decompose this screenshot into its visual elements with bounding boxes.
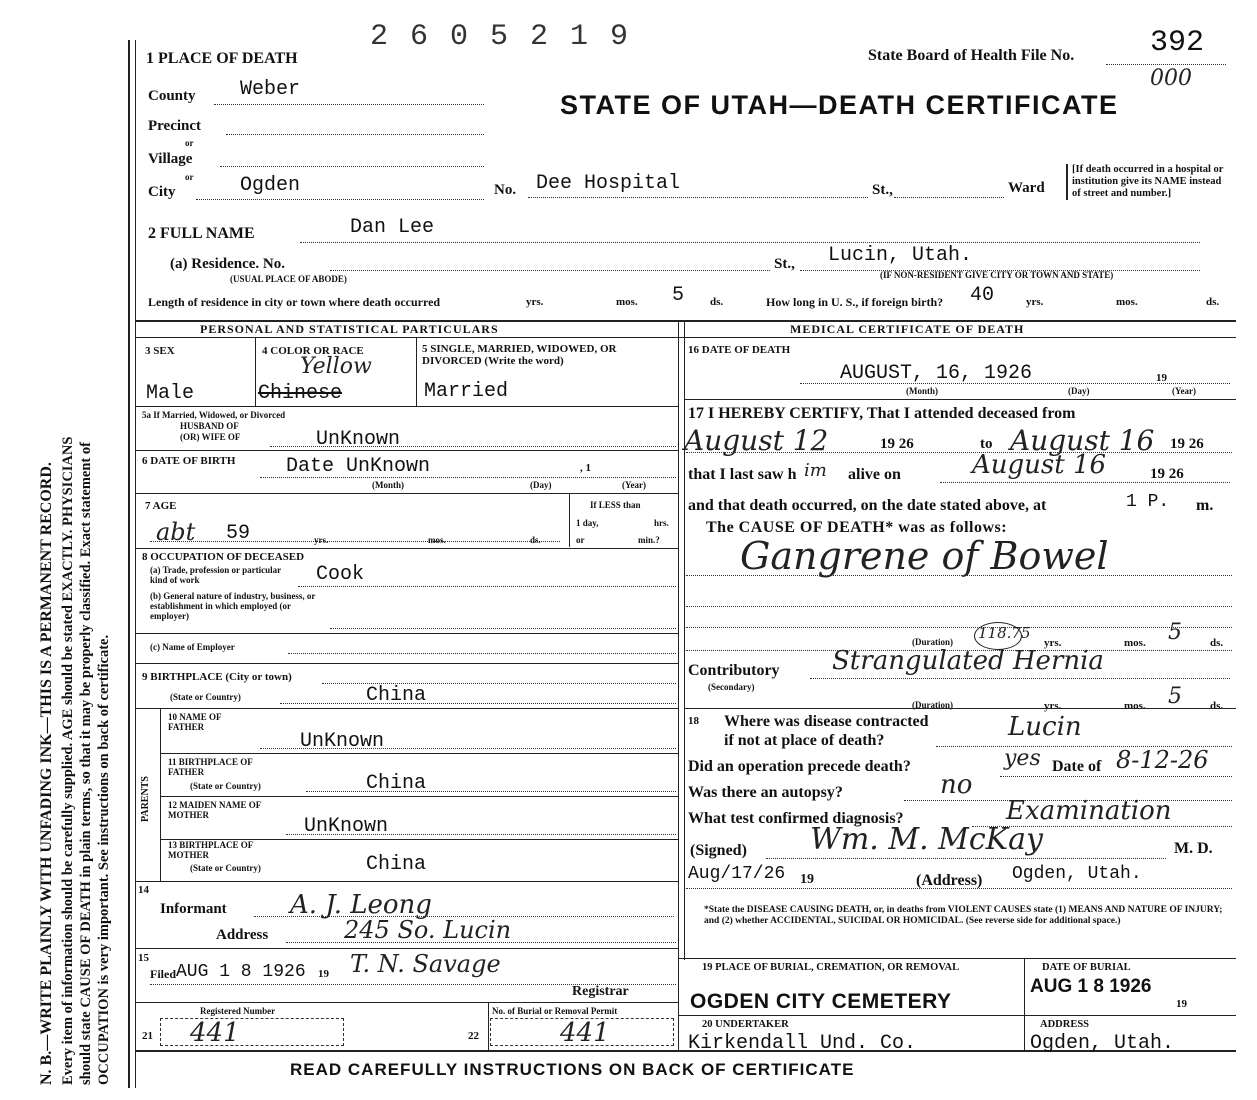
residence-sub: (USUAL PLACE OF ABODE) <box>230 274 347 284</box>
us-mos: mos. <box>1116 296 1138 308</box>
dob-day: (Day) <box>530 480 552 490</box>
last-saw-label: that I last saw h <box>688 466 797 483</box>
instruction-line-3: should state CAUSE OF DEATH in plain terms, so that it may be properly classified. Exact statement of <box>78 442 94 1085</box>
less-day: 1 day, <box>576 518 599 528</box>
age-ds: ds. <box>530 535 541 545</box>
instruction-line-4: OCCUPATION is very important. See instructions on back of certificate. <box>96 634 112 1085</box>
physician-address-label: (Address) <box>916 872 983 889</box>
time-m: m. <box>1196 497 1214 514</box>
burial-date-value: AUG 1 8 1926 <box>1030 976 1152 997</box>
filed-label: Filed <box>150 967 176 981</box>
footer-instructions: READ CAREFULLY INSTRUCTIONS ON BACK OF CERTIFICATE <box>290 1060 855 1079</box>
attended-to-year: 19 26 <box>1170 436 1204 452</box>
operation-date-label: Date of <box>1052 758 1102 775</box>
residence-label: (a) Residence. No. <box>170 256 285 272</box>
undertaker-address: Ogden, Utah. <box>1030 1032 1175 1055</box>
birthplace-value: China <box>366 684 427 707</box>
occupation-value: Cook <box>316 563 365 586</box>
mother-birthplace-value: China <box>366 853 427 876</box>
disease-contracted-value: Lucin <box>1008 712 1082 742</box>
registered-number-label: Registered Number <box>200 1006 276 1016</box>
dob-month: (Month) <box>372 480 404 490</box>
form-left-border-inner <box>135 40 136 1088</box>
file-number: 392 <box>1150 26 1205 60</box>
informant-label: Informant <box>160 901 227 917</box>
date-of-death-value: AUGUST, 16, 1926 <box>840 362 1033 385</box>
item-14: 14 <box>138 884 149 896</box>
mother-value: UnKnown <box>304 815 389 838</box>
operation-date: 8-12-26 <box>1116 746 1209 774</box>
age-value: 59 <box>226 522 251 545</box>
page-title: STATE OF UTAH—DEATH CERTIFICATE <box>560 90 1119 120</box>
item-15: 15 <box>138 952 149 964</box>
less-or: or <box>576 535 585 545</box>
duration-days: 5 <box>1168 620 1182 645</box>
age-yrs: yrs. <box>314 535 329 545</box>
full-name-value: Dan Lee <box>350 216 435 239</box>
duration2-days: 5 <box>1168 684 1182 709</box>
violent-causes-footnote: *State the DISEASE CAUSING DEATH, or, in deaths from VIOLENT CAUSES state (1) MEANS AND NATURE OF INJURY; and (2) whether ACCIDENTAL, SUICIDAL OR HOMICIDAL. (See reverse side for additional space.) <box>704 905 1223 926</box>
county-label: County <box>148 88 196 104</box>
date-of-death-label: 16 DATE OF DEATH <box>688 344 791 356</box>
ward-label: Ward <box>1008 180 1045 196</box>
duration-ds: ds. <box>1210 637 1224 649</box>
test-label: What test confirmed diagnosis? <box>688 810 904 827</box>
contributory-value: Strangulated Hernia <box>832 646 1104 676</box>
marital-value: Married <box>424 380 509 403</box>
dob-comma: , 1 <box>580 462 591 474</box>
date-signed-19: 19 <box>800 872 814 887</box>
less-than-label: If LESS than <box>590 500 641 510</box>
city-label: City <box>148 184 176 200</box>
duration-mos: mos. <box>1124 637 1146 649</box>
filed-date: AUG 1 8 1926 <box>176 962 306 982</box>
registered-number-box <box>160 1018 344 1046</box>
date-signed: Aug/17/26 <box>688 864 786 884</box>
employer-label: (c) Name of Employer <box>150 642 235 652</box>
attended-to-label: to <box>980 436 993 452</box>
length-residence-label: Length of residence in city or town where death occurred <box>148 295 441 309</box>
age-handwritten: abt <box>156 518 196 546</box>
registered-number-value: 441 <box>190 1018 240 1048</box>
burial-permit-value: 441 <box>560 1018 610 1048</box>
secondary-label: (Secondary) <box>708 682 755 692</box>
us-residence-label: How long in U. S., if foreign birth? <box>766 295 944 309</box>
length-mos: mos. <box>616 296 638 308</box>
city-value: Ogden <box>240 174 301 197</box>
father-value: UnKnown <box>300 730 385 753</box>
birthplace-state-label: (State or Country) <box>170 692 241 702</box>
dob-value: Date UnKnown <box>286 455 431 478</box>
autopsy-value: no <box>940 770 973 800</box>
form-left-border <box>128 40 130 1088</box>
or-text-1: or <box>185 138 194 148</box>
color-label: 4 COLOR OR RACE <box>262 345 364 357</box>
burial-date-19: 19 <box>1176 998 1187 1010</box>
spouse-value: UnKnown <box>316 428 401 451</box>
undertaker-address-label: ADDRESS <box>1040 1019 1090 1030</box>
undertaker-label: 20 UNDERTAKER <box>702 1019 789 1030</box>
duration2-ds: ds. <box>1210 700 1224 712</box>
father-birthplace-value: China <box>366 772 427 795</box>
attended-to-date: August 16 <box>1010 424 1155 457</box>
burial-place-label: 19 PLACE OF BURIAL, CREMATION, OR REMOVAL <box>702 962 960 973</box>
occupation-a-label: (a) Trade, profession or particular kind of work <box>150 565 281 585</box>
instruction-line-2: Every item of information should be carefully supplied. AGE should be stated EXACTLY. PHYSICIANS <box>60 436 76 1085</box>
mother-label: 12 MAIDEN NAME OF MOTHER <box>168 800 261 820</box>
disease-contracted-label: Where was disease contracted <box>724 713 929 730</box>
mother-birthplace-sub: (State or Country) <box>190 863 261 873</box>
occupation-b-label: (b) General nature of industry, business, or establishment in which employed (or employer) <box>150 591 316 621</box>
color-value-handwritten: Yellow <box>300 354 372 379</box>
stamp-number: 2 6 0 5 2 1 9 <box>370 20 631 54</box>
certify-text: 17 I HEREBY CERTIFY, That I attended deceased from <box>688 405 1076 422</box>
file-number-label: State Board of Health File No. <box>868 47 1075 64</box>
autopsy-label: Was there an autopsy? <box>688 784 843 801</box>
street-label: St., <box>872 182 893 198</box>
length-days-value: 5 <box>672 284 685 307</box>
occupation-label: 8 OCCUPATION OF DECEASED <box>142 551 305 563</box>
cause-of-death-value: Gangrene of Bowel <box>740 534 1109 578</box>
dod-day: (Day) <box>1068 386 1090 396</box>
father-birthplace-sub: (State or Country) <box>190 781 261 791</box>
duration-value: 118.75 <box>978 624 1031 642</box>
residence-city: Lucin, Utah. <box>828 244 973 267</box>
street-no-label: No. <box>494 182 517 198</box>
parents-label: PARENTS <box>140 776 151 822</box>
alive-on-date: August 16 <box>972 450 1107 480</box>
personal-heading: PERSONAL AND STATISTICAL PARTICULARS <box>200 322 499 336</box>
spouse-label-3: (OR) WIFE OF <box>180 432 241 442</box>
informant-address-label: Address <box>216 927 269 943</box>
item-18: 18 <box>688 715 699 727</box>
precinct-label: Precinct <box>148 118 202 134</box>
dod-19: 19 <box>1156 372 1167 384</box>
county-value: Weber <box>240 78 301 101</box>
dod-month: (Month) <box>906 386 938 396</box>
us-yrs: yrs. <box>1026 296 1044 308</box>
instruction-line-1: N. B.—WRITE PLAINLY WITH UNFADING INK—THIS IS A PERMANENT RECORD. <box>38 462 55 1085</box>
hospital-value: Dee Hospital <box>536 172 681 195</box>
informant-address-value: 245 So. Lucin <box>344 916 512 944</box>
sex-value: Male <box>146 382 195 405</box>
duration-yrs: yrs. <box>1044 637 1062 649</box>
time-of-death: 1 P. <box>1126 492 1170 512</box>
duration2-label: (Duration) <box>912 700 953 710</box>
us-ds: ds. <box>1206 296 1220 308</box>
age-mos: mos. <box>428 535 446 545</box>
dod-year: (Year) <box>1172 386 1196 396</box>
registrar-label: Registrar <box>572 984 629 999</box>
mother-birthplace-label: 13 BIRTHPLACE OF MOTHER <box>168 840 253 860</box>
physician-signature: Wm. M. McKay <box>810 822 1043 857</box>
village-label: Village <box>148 151 193 167</box>
marital-label: 5 SINGLE, MARRIED, WIDOWED, OR DIVORCED (Write the word) <box>422 343 617 367</box>
nonresident-note: (IF NON-RESIDENT GIVE CITY OR TOWN AND STATE) <box>880 270 1114 280</box>
md-label: M. D. <box>1174 840 1213 857</box>
length-ds: ds. <box>710 296 724 308</box>
burial-permit-label: No. of Burial or Removal Permit <box>492 1006 618 1016</box>
test-value: Examination <box>1006 796 1172 826</box>
burial-place-value: OGDEN CITY CEMETERY <box>690 990 952 1013</box>
registrar-signature: T. N. Savage <box>350 950 501 978</box>
duration2-yrs: yrs. <box>1044 700 1062 712</box>
attended-from-year: 19 26 <box>880 436 914 452</box>
place-of-death-heading: 1 PLACE OF DEATH <box>146 50 298 67</box>
last-saw-him: im <box>804 460 827 481</box>
duration-label: (Duration) <box>912 637 953 647</box>
item-22: 22 <box>468 1030 479 1042</box>
or-text-2: or <box>185 172 194 182</box>
cause-of-death-label: The CAUSE OF DEATH* was as follows: <box>706 519 1008 536</box>
burial-date-label: DATE OF BURIAL <box>1042 962 1131 973</box>
contributory-label: Contributory <box>688 662 780 679</box>
hospital-note: [If death occurred in a hospital or institution give its NAME instead of street and number.] <box>1066 164 1232 200</box>
age-label: 7 AGE <box>145 500 177 512</box>
physician-address: Ogden, Utah. <box>1012 864 1142 884</box>
birthplace-label: 9 BIRTHPLACE (City or town) <box>142 671 292 683</box>
sex-label: 3 SEX <box>145 345 175 357</box>
spouse-label-2: HUSBAND OF <box>180 421 239 431</box>
disease-contracted-sub: if not at place of death? <box>724 732 885 749</box>
less-min: min.? <box>638 535 660 545</box>
filed-19: 19 <box>318 968 329 980</box>
color-value-typed: Chinese <box>258 382 343 405</box>
length-yrs: yrs. <box>526 296 544 308</box>
dob-year: (Year) <box>622 480 646 490</box>
item-21: 21 <box>142 1030 153 1042</box>
father-birthplace-label: 11 BIRTHPLACE OF FATHER <box>168 757 253 777</box>
alive-on-label: alive on <box>848 466 901 483</box>
file-number-extra: 000 <box>1150 66 1192 91</box>
operation-label: Did an operation precede death? <box>688 758 911 775</box>
full-name-label: 2 FULL NAME <box>148 225 255 242</box>
us-years-value: 40 <box>970 284 995 307</box>
attended-from-date: August 12 <box>684 424 829 457</box>
father-label: 10 NAME OF FATHER <box>168 712 222 732</box>
duration2-mos: mos. <box>1124 700 1146 712</box>
informant-value: A. J. Leong <box>290 890 432 920</box>
operation-value: yes <box>1004 746 1041 771</box>
undertaker-value: Kirkendall Und. Co. <box>688 1032 917 1055</box>
alive-on-year: 19 26 <box>1150 466 1184 482</box>
signed-label: (Signed) <box>690 842 747 859</box>
less-hrs: hrs. <box>654 518 669 528</box>
dob-label: 6 DATE OF BIRTH <box>142 455 236 467</box>
medical-heading: MEDICAL CERTIFICATE OF DEATH <box>790 322 1025 336</box>
death-occurred-label: and that death occurred, on the date stated above, at <box>688 497 1047 514</box>
residence-st-label: St., <box>774 256 795 272</box>
spouse-label-1: 5a If Married, Widowed, or Divorced <box>142 410 286 420</box>
